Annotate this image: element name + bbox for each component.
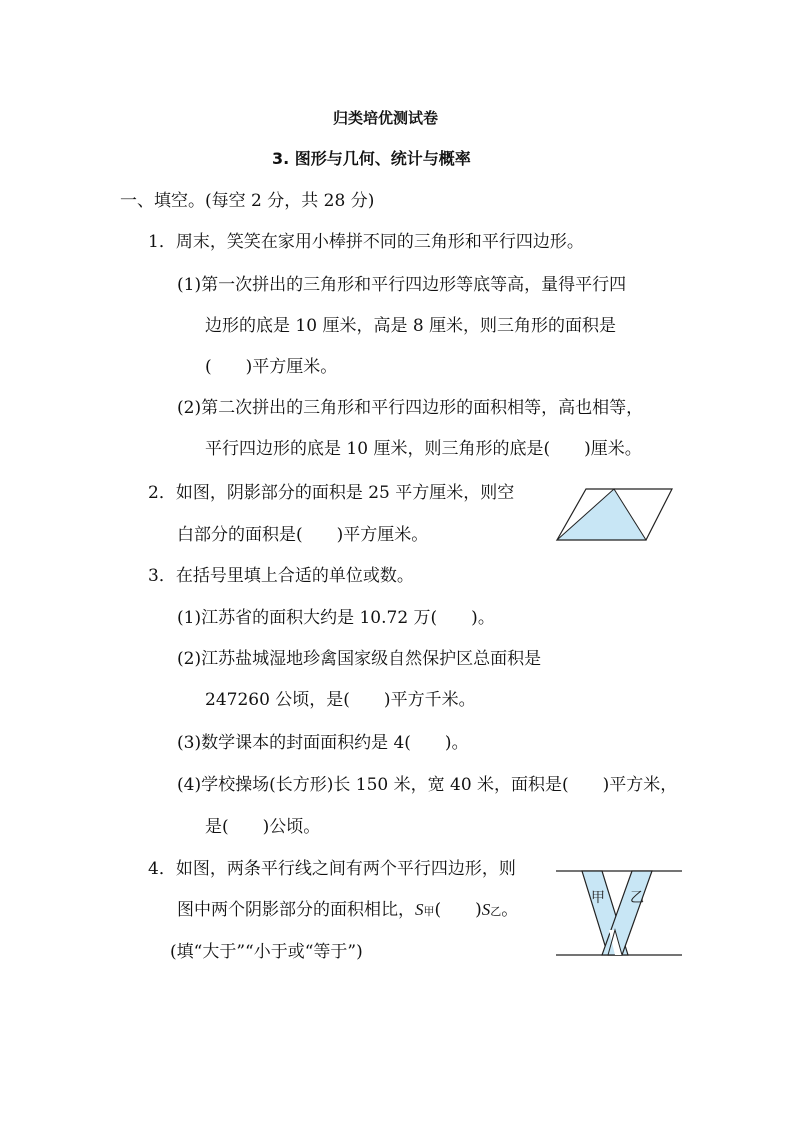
q4-line1: 4．如图，两条平行线之间有两个平行四边形，则 (148, 859, 516, 879)
q4-line2-end: 。 (501, 900, 519, 920)
q3-part4-line1: (4)学校操场(长方形)长 150 米，宽 40 米，面积是( )平方米， (177, 775, 678, 795)
s-yi-symbol: S (481, 900, 491, 919)
q4-line2-text: 图中两个阴影部分的面积相比， (177, 900, 415, 920)
q3-part2-line2: 247260 公顷，是( )平方千米。 (205, 690, 476, 710)
answer-blank: ( ) (434, 900, 482, 920)
q3-stem: 3．在括号里填上合适的单位或数。 (148, 566, 414, 586)
q1-part2-line2: 平行四边形的底是 10 厘米，则三角形的底是( )厘米。 (205, 439, 642, 459)
q3-part2-line1: (2)江苏盐城湿地珍禽国家级自然保护区总面积是 (177, 649, 542, 669)
parallelogram-figure (552, 484, 676, 544)
q2-line1: 2．如图，阴影部分的面积是 25 平方厘米，则空 (148, 483, 515, 503)
q3-part4-line2: 是( )公顷。 (205, 817, 321, 837)
page-title: 归类培优测试卷 (333, 109, 439, 127)
shaded-triangle (557, 489, 646, 540)
parallel-lines-figure (552, 862, 686, 962)
q1-part1-line2: 边形的底是 10 厘米，高是 8 厘米，则三角形的面积是 (205, 316, 617, 336)
s-jia-symbol: S (415, 900, 424, 919)
s-jia-subscript: 甲 (423, 905, 435, 918)
label-yi: 乙 (630, 890, 644, 906)
q2-line2: 白部分的面积是( )平方厘米。 (177, 525, 429, 545)
q1-part1-line1: (1)第一次拼出的三角形和平行四边形等底等高，量得平行四 (177, 275, 627, 295)
q4-line2 (177, 900, 518, 922)
q4-line3: (填“大于”“小于或“等于”) (170, 942, 363, 962)
page-subtitle: 3. 图形与几何、统计与概率 (272, 149, 471, 168)
label-jia: 甲 (591, 890, 605, 906)
q3-part1: (1)江苏省的面积大约是 10.72 万( )。 (177, 608, 495, 628)
q1-part2-line1: (2)第二次拼出的三角形和平行四边形的面积相等，高也相等， (177, 398, 644, 418)
q1-stem: 1．周末，笑笑在家用小棒拼不同的三角形和平行四边形。 (148, 232, 584, 252)
q1-part1-line3: ( )平方厘米。 (205, 357, 338, 377)
section-heading: 一、填空。(每空 2 分，共 28 分) (120, 191, 375, 211)
s-yi-subscript: 乙 (490, 905, 502, 918)
q3-part3: (3)数学课本的封面面积约是 4( )。 (177, 733, 469, 753)
